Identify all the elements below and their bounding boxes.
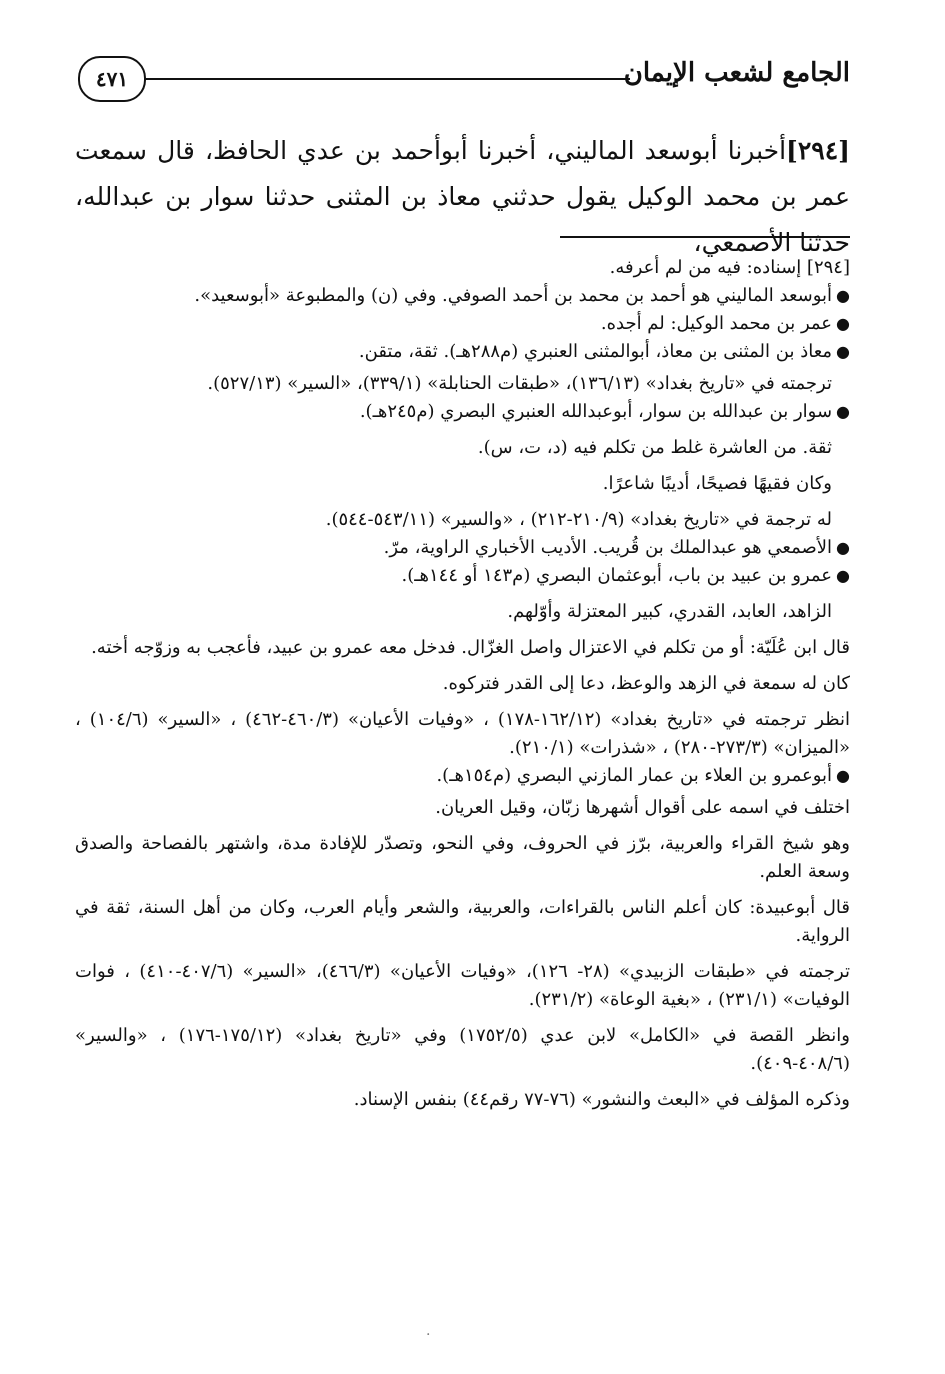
footnote-text: أبوعمرو بن العلاء بن عمار المازني البصري (م١٥٤هـ). — [436, 765, 833, 786]
bullet-icon: ● — [836, 314, 850, 333]
footnote-separator — [560, 236, 850, 238]
footnote-bullet — [75, 282, 850, 310]
footnote-text: الأصمعي هو عبدالملك بن قُريب. الأديب الأخباري الراوية، مرّ. — [383, 537, 833, 558]
bullet-icon: ● — [836, 286, 850, 305]
footnotes — [75, 254, 850, 1114]
footnote-line: وانظر القصة في «الكامل» لابن عدي (١٧٥٢/٥) وفي «تاريخ بغداد» (١٧٥/١٢-١٧٦) ، «والسير» (٤٠٨/٦-٤٠٩). — [75, 1025, 850, 1074]
bullet-icon: ● — [836, 402, 850, 421]
footnote-line: وذكره المؤلف في «البعث والنشور» (٧٦-٧٧ رقم٤٤) بنفس الإسناد. — [353, 1089, 850, 1110]
hadith-text — [75, 128, 850, 266]
footnote-line: وهو شيخ القراء والعربية، برّز في الحروف، وفي النحو، وتصدّر للإفادة مدة، واشتهر بالفصاحة والصدق وسعة العلم. — [75, 833, 850, 882]
footnote-text: عمر بن محمد الوكيل: لم أجده. — [600, 313, 833, 334]
footnote-text: سوار بن عبدالله بن سوار، أبوعبدالله العنبري البصري (م٢٤٥هـ). — [359, 401, 833, 422]
hadith-number: [٢٩٤] — [786, 136, 850, 165]
footnote-line: قال أبوعبيدة: كان أعلم الناس بالقراءات، والعربية، والشعر وأيام العرب، وكان من أهل السنة، ثقة في الرواية. — [75, 897, 850, 946]
footnote-bullet — [75, 310, 850, 338]
footnote-line: اختلف في اسمه على أقوال أشهرها زبّان، وقيل العريان. — [435, 797, 850, 818]
footnote-line: وكان فقيهًا فصيحًا، أديبًا شاعرًا. — [602, 473, 832, 494]
bottom-mark: . — [426, 1323, 431, 1339]
footnote-text: عمرو بن عبيد بن باب، أبوعثمان البصري (م١٤٣ أو ١٤٤هـ). — [401, 565, 833, 586]
footnote-text: معاذ بن المثنى بن معاذ، أبوالمثنى العنبري (م٢٨٨هـ). ثقة، متقن. — [358, 341, 833, 362]
bullet-icon: ● — [836, 566, 850, 585]
page-number: ٤٧١ — [78, 56, 146, 102]
footnote-line: ترجمته في «تاريخ بغداد» (١٣٦/١٣)، «طبقات الحنابلة» (٣٣٩/١)، «السير» (٥٢٧/١٣). — [207, 373, 832, 394]
footnote-bullet — [75, 338, 850, 366]
footnote-line: انظر ترجمته في «تاريخ بغداد» (١٦٢/١٢-١٧٨) ، «وفيات الأعيان» (٤٦٠/٣-٤٦٢) ، «السير» (١٠٤/٦) ، «الميزان» (٢٧٣/٣-٢٨٠) ، «شذرات» (٢١٠/١). — [75, 709, 850, 758]
footnote-line: ثقة. من العاشرة غلط من تكلم فيه (د، ت، س). — [477, 437, 832, 458]
footnote-line: الزاهد، العابد، القدري، كبير المعتزلة وأوّلهم. — [507, 601, 832, 622]
header-rule — [144, 78, 630, 80]
footnote-line: ترجمته في «طبقات الزبيدي» (٢٨- ١٢٦)، «وفيات الأعيان» (٤٦٦/٣)، «السير» (٤٠٧/٦-٤١٠) ، فوات الوفيات» (٢٣١/١) ، «بغية الوعاة» (٢٣١/٢). — [75, 961, 850, 1010]
footnote-heading: [٢٩٤] إسناده: فيه من لم أعرفه. — [609, 257, 850, 278]
hadith-body: أخبرنا أبوسعد الماليني، أخبرنا أبوأحمد بن عدي الحافظ، قال سمعت عمر بن محمد الوكيل يقول حدثني معاذ بن المثنى حدثنا سوار بن عبدالله، حدثنا الأصمعي، — [75, 136, 850, 257]
footnote-line: كان له سمعة في الزهد والوعظ، دعا إلى القدر فتركوه. — [442, 673, 850, 694]
bullet-icon: ● — [836, 766, 850, 785]
footnote-text: أبوسعد الماليني هو أحمد بن محمد بن أحمد الصوفي. وفي (ن) والمطبوعة «أبوسعيد». — [194, 285, 833, 306]
footnote-line: له ترجمة في «تاريخ بغداد» (٢١٠/٩-٢١٢) ، «والسير» (٥٤٣/١١-٥٤٤). — [325, 509, 832, 530]
footnote-bullet — [75, 762, 850, 790]
footnote-bullet — [75, 398, 850, 426]
footnote-bullet — [75, 562, 850, 590]
page-header — [78, 50, 850, 108]
running-title: الجامع لشعب الإيمان — [623, 58, 850, 88]
bullet-icon: ● — [836, 538, 850, 557]
bullet-icon: ● — [836, 342, 850, 361]
footnote-line: قال ابن عُلَيّة: أو من تكلم في الاعتزال واصل الغزّال. فدخل معه عمرو بن عبيد، فأعجب به وزوّجه أخته. — [91, 637, 850, 658]
footnote-bullet — [75, 534, 850, 562]
